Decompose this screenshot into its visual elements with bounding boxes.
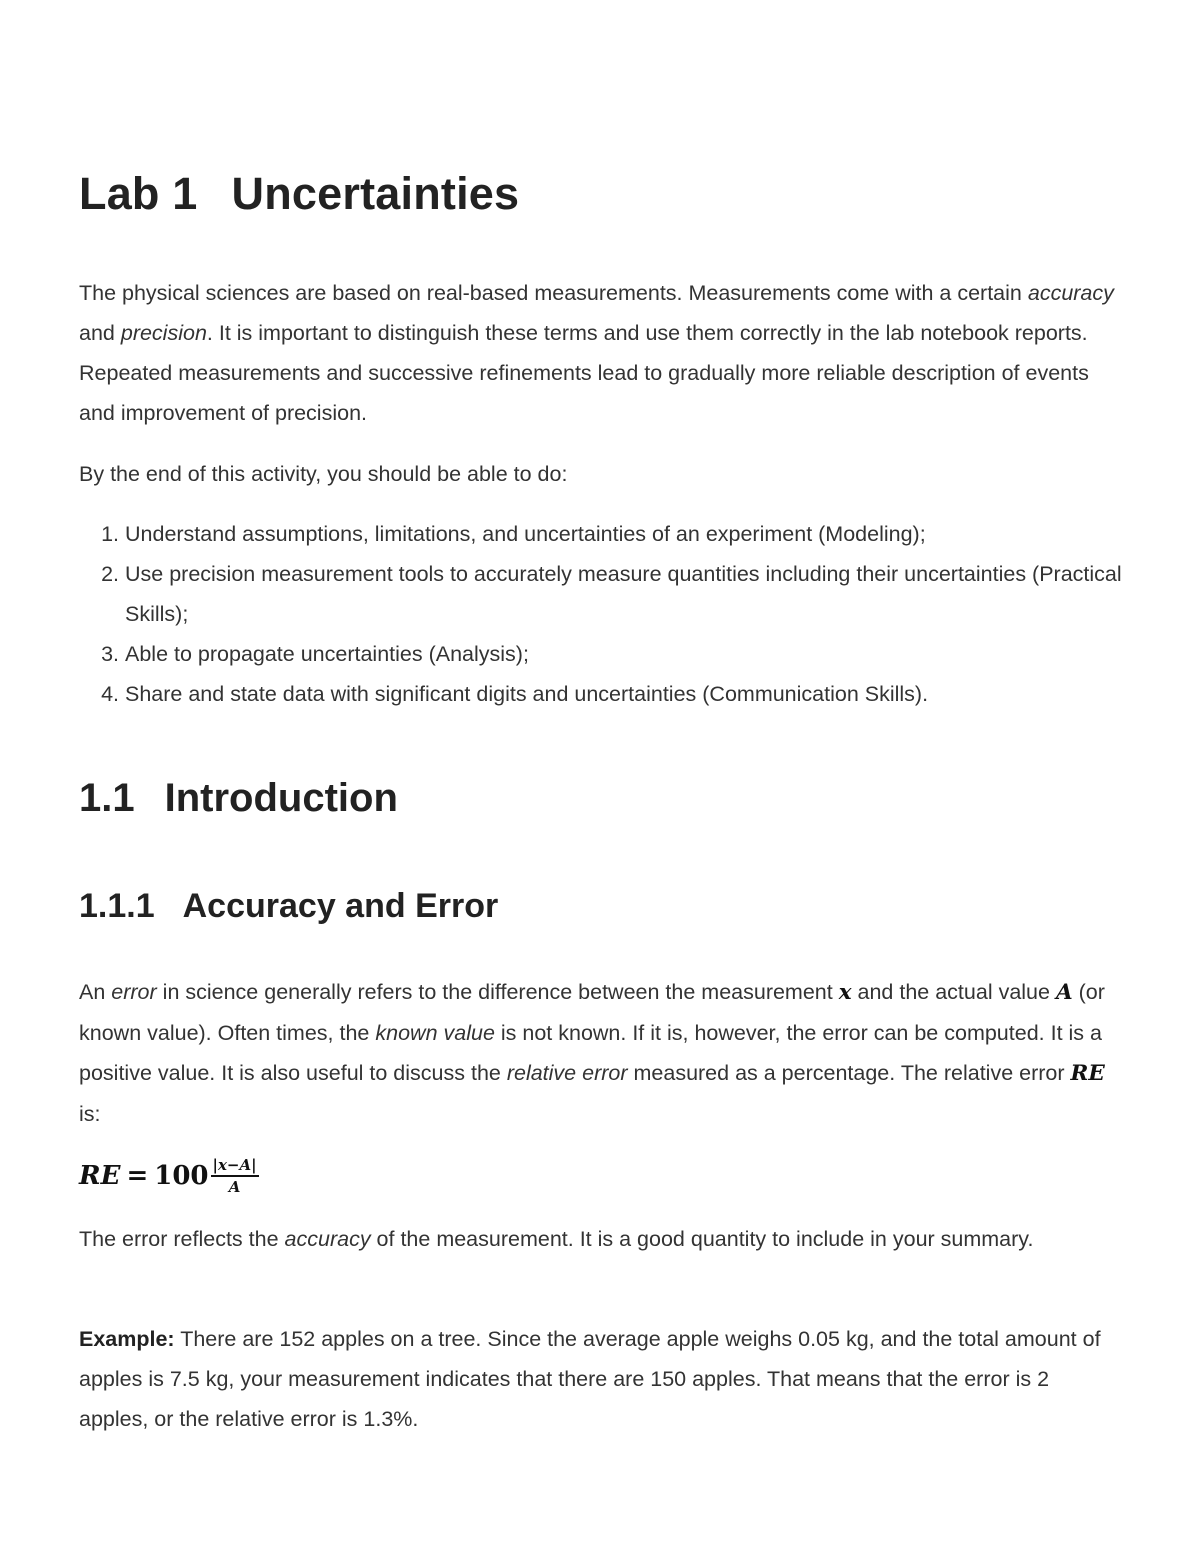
subsection-title: Accuracy and Error [182, 887, 499, 925]
formula-coefficient: 100 [154, 1161, 209, 1191]
text-run: and the actual value [851, 980, 1056, 1004]
subsection-heading-accuracy-error [79, 887, 498, 926]
text-run: in science generally refers to the difference between the measurement [156, 980, 839, 1004]
math-symbol-re: RE [1070, 1061, 1105, 1086]
formula-numerator: |x−A| [211, 1156, 259, 1177]
example-text: There are 152 apples on a tree. Since the average apple weighs 0.05 kg, and the total amount of apples is 7.5 kg, your measurement indicates that there are 150 apples. That means that the error is 2 apples, or the relative error is 1.3%. [79, 1327, 1101, 1431]
text-run: of the measurement. It is a good quantity to include in your summary. [370, 1227, 1034, 1251]
section-heading-introduction [79, 776, 398, 821]
term-precision: precision [120, 321, 207, 345]
formula-equals: = [126, 1161, 149, 1191]
term-accuracy: accuracy [1027, 281, 1114, 305]
list-item: 1. Understand assumptions, limitations, and uncertainties of an experiment (Modeling); [125, 514, 1165, 554]
math-symbol-x: x [838, 980, 852, 1005]
subsection-number: 1.1.1 [79, 887, 155, 925]
objectives-lead: By the end of this activity, you should be able to do: [79, 462, 568, 486]
intro-text-and: and [79, 321, 121, 345]
accuracy-paragraph [79, 1219, 1119, 1259]
formula-denominator: A [228, 1178, 241, 1196]
example-label: Example: [79, 1327, 175, 1351]
term-error: error [111, 980, 157, 1004]
chapter-number: Lab 1 [79, 168, 198, 219]
formula-lhs: RE [79, 1161, 121, 1191]
text-run: is: [79, 1102, 101, 1126]
intro-text-a: The physical sciences are based on real-based measurements. Measurements come with a certain [79, 281, 1028, 305]
term-relative-error: relative error [506, 1061, 628, 1085]
chapter-title: Uncertainties [231, 168, 520, 219]
list-item: 4. Share and state data with significant digits and uncertainties (Communication Skills). [125, 674, 1165, 714]
formula-fraction [211, 1156, 259, 1196]
term-known-value: known value [375, 1021, 495, 1045]
example-paragraph [79, 1319, 1119, 1439]
text-run: measured as a percentage. The relative error [627, 1061, 1071, 1085]
term-accuracy: accuracy [284, 1227, 371, 1251]
section-title: Introduction [164, 776, 398, 820]
section-number: 1.1 [79, 776, 135, 820]
text-run: An [79, 980, 112, 1004]
math-symbol-a: A [1055, 980, 1073, 1005]
text-run: (or known value). Often times, the [79, 980, 1105, 1045]
page-title [79, 168, 519, 220]
relative-error-formula [79, 1148, 259, 1204]
list-item: 3. Able to propagate uncertainties (Analysis); [125, 634, 1165, 674]
list-item: 2. Use precision measurement tools to accurately measure quantities including their uncertainties (Practical Skills); [125, 554, 1165, 634]
objectives-list [79, 514, 1165, 714]
text-run: The error reflects the [79, 1227, 285, 1251]
intro-text-b: . It is important to distinguish these terms and use them correctly in the lab notebook reports. Repeated measurements and successive refinements lead to gradually more reliable description of events and improvement of precision. [79, 321, 1089, 425]
intro-paragraph [79, 273, 1119, 433]
error-paragraph [79, 972, 1119, 1134]
text-run: is not known. If it is, however, the error can be computed. It is a positive value. It is also useful to discuss the [79, 1021, 1102, 1085]
